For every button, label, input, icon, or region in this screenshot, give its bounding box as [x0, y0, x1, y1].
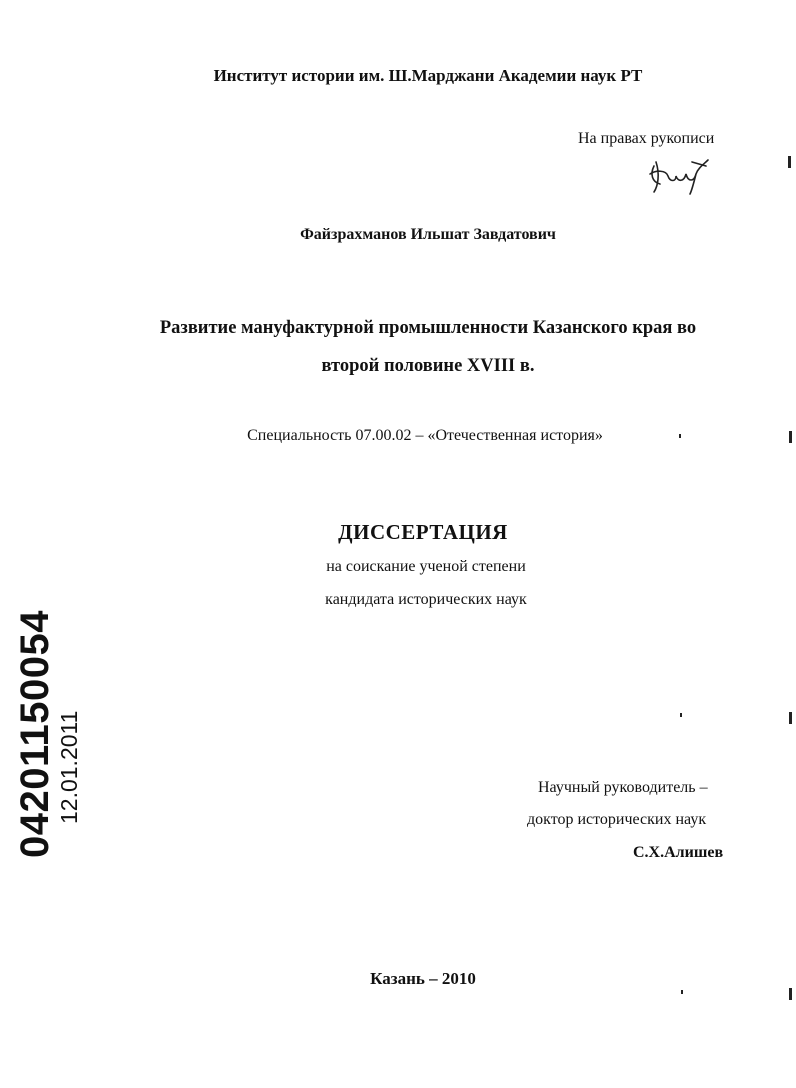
document-type-heading: ДИССЕРТАЦИЯ	[338, 520, 508, 544]
thesis-title-line-1: Развитие мануфактурной промышленности Казанского края во	[159, 318, 697, 338]
scan-mark	[788, 156, 791, 168]
specialty-line: Специальность 07.00.02 – «Отечественная история»	[247, 427, 603, 444]
institute-name: Институт истории им. Ш.Марджани Академии наук РТ	[213, 66, 643, 85]
degree-line-1: на соискание ученой степени	[326, 558, 526, 575]
scan-dot	[679, 434, 681, 438]
scan-mark	[789, 712, 792, 724]
rights-note: На правах рукописи	[578, 130, 715, 147]
scan-dot	[680, 713, 682, 717]
supervisor-name: С.Х.Алишев	[633, 844, 724, 861]
supervisor-degree: доктор исторических наук	[527, 811, 707, 828]
city-year: Казань – 2010	[370, 969, 476, 988]
supervisor-role: Научный руководитель –	[538, 779, 708, 796]
handwritten-signature	[646, 152, 710, 196]
author-name: Файзрахманов Ильшат Завдатович	[300, 226, 556, 243]
scan-mark	[789, 988, 792, 1000]
scan-mark	[789, 431, 792, 443]
scan-dot	[681, 990, 683, 994]
degree-line-2: кандидата исторических наук	[325, 591, 527, 608]
library-stamp-date: 12.01.2011	[56, 710, 82, 824]
thesis-title-line-2: второй половине XVIII в.	[321, 356, 535, 376]
library-stamp-number: 04201150054	[13, 610, 57, 858]
